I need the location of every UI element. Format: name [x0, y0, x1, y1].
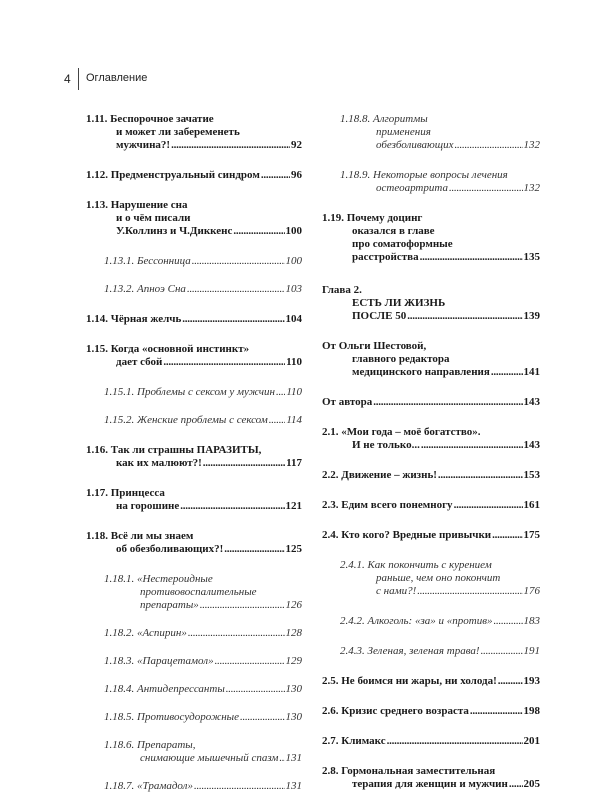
toc-subentry[interactable] [322, 615, 540, 628]
toc-entry-title-line: 1.18. Всё ли мы знаем [86, 530, 194, 542]
dot-leader [180, 500, 284, 513]
dot-leader [171, 139, 290, 152]
dot-leader [420, 251, 523, 264]
toc-entry-title-line: противовоспалительные [140, 586, 257, 598]
dot-leader [407, 310, 522, 323]
toc-page-number: 129 [285, 655, 302, 667]
toc-subentry[interactable] [86, 573, 302, 612]
toc-entry[interactable] [322, 705, 540, 718]
toc-entry-title-line: 1.16. Так ли страшны ПАРАЗИТЫ, [86, 444, 262, 456]
toc-entry-title-line: остеоартрита [376, 182, 448, 194]
dot-leader [421, 439, 523, 452]
toc-entry-title-line: От Ольги Шестовой, [322, 340, 427, 352]
dot-leader [509, 778, 523, 791]
toc-entry-title-line: как их малюют?! [116, 457, 202, 469]
toc-subentry[interactable] [86, 655, 302, 668]
toc-page-number: 193 [523, 675, 540, 687]
toc-entry[interactable] [322, 499, 540, 512]
toc-page-number: 132 [523, 182, 540, 194]
dot-leader [233, 225, 284, 238]
toc-page-number: 110 [286, 386, 302, 398]
toc-entry-title-line: с нами?! [376, 585, 417, 597]
toc-entry-title-line: снимающие мышечный спазм [140, 752, 279, 764]
toc-page-number: 131 [285, 780, 302, 792]
toc-page-number: 130 [285, 711, 302, 723]
toc-page-number: 198 [523, 705, 540, 717]
toc-subentry[interactable] [86, 255, 302, 268]
toc-page-number: 175 [523, 529, 540, 541]
dot-leader [387, 735, 523, 748]
toc-entry-title-line: 1.13.2. Апноэ Сна [104, 283, 186, 295]
toc-entry-title-line: 1.19. Почему доцинг [322, 212, 423, 224]
dot-leader [492, 529, 522, 542]
toc-page-number: 139 [523, 310, 540, 322]
dot-leader [470, 705, 523, 718]
dot-leader [498, 675, 523, 688]
toc-right-column [322, 98, 540, 791]
dot-leader [454, 139, 522, 152]
toc-entry-title-line: на горошине [116, 500, 180, 512]
toc-page-number: 205 [523, 778, 540, 790]
toc-entry-title-line: об обезболивающих?! [116, 543, 224, 555]
toc-page-number: 128 [285, 627, 302, 639]
dot-leader [417, 585, 522, 598]
toc-page-number: 130 [285, 683, 302, 695]
dot-leader [491, 366, 523, 379]
toc-entry[interactable] [322, 735, 540, 748]
toc-entry[interactable] [86, 487, 302, 513]
toc-entry-title-line: применения [376, 126, 431, 138]
toc-entry-title-line: 2.7. Климакс [322, 735, 386, 747]
dot-leader [449, 182, 523, 195]
toc-entry[interactable] [86, 199, 302, 238]
toc-entry-title-line: 1.13.1. Бессонница [104, 255, 191, 267]
toc-page-number: 114 [286, 414, 302, 426]
toc-page-number: 104 [285, 313, 302, 325]
toc-entry-title-line: И не только... [352, 439, 420, 451]
toc-entry[interactable] [86, 169, 302, 182]
toc-page-number: 96 [291, 169, 302, 181]
toc-entry-title-line: 1.15. Когда «основной инстинкт» [86, 343, 250, 355]
dot-leader [187, 283, 285, 296]
toc-subentry[interactable] [86, 780, 302, 793]
toc-page-number: 143 [523, 439, 540, 451]
dot-leader [200, 599, 285, 612]
toc-page-number: 183 [523, 615, 540, 627]
toc-entry-title-line: 1.14. Чёрная желчь [86, 313, 182, 325]
toc-entry-title-line: От автора [322, 396, 373, 408]
toc-entry-title-line: 1.17. Принцесса [86, 487, 165, 499]
toc-entry[interactable] [322, 529, 540, 542]
toc-entry-title-line: медицинского направления [352, 366, 490, 378]
toc-entry[interactable] [322, 340, 540, 379]
toc-subentry[interactable] [86, 739, 302, 765]
toc-entry-title-line: ЕСТЬ ЛИ ЖИЗНЬ [352, 297, 446, 309]
dot-leader [226, 683, 285, 696]
toc-entry-title-line: 1.15.1. Проблемы с сексом у мужчин [104, 386, 275, 398]
toc-entry-title-line: 2.4.3. Зеленая, зеленая трава! [340, 645, 480, 657]
toc-entry[interactable] [322, 212, 540, 264]
toc-entry-title-line: обезболивающих [376, 139, 454, 151]
dot-leader [182, 313, 284, 326]
dot-leader [240, 711, 285, 724]
dot-leader [494, 615, 523, 628]
toc-entry-title-line: 1.15.2. Женские проблемы с сексом [104, 414, 268, 426]
dot-leader [188, 627, 285, 640]
toc-entry[interactable] [322, 426, 540, 452]
toc-entry-title-line: 2.8. Гормональная заместительная [322, 765, 496, 777]
toc-page-number: 143 [523, 396, 540, 408]
toc-entry-title-line: 1.18.4. Антидепрессанты [104, 683, 225, 695]
section-title: Оглавление [86, 72, 148, 84]
toc-subentry[interactable] [322, 169, 540, 195]
toc-subentry[interactable] [86, 283, 302, 296]
toc-entry[interactable] [86, 343, 302, 369]
toc-entry-title-line: препараты» [140, 599, 199, 611]
toc-page-number: 92 [291, 139, 302, 151]
toc-entry-title-line: и может ли забеременеть [116, 126, 240, 138]
toc-entry-title-line: 2.4.1. Как покончить с курением [340, 559, 492, 571]
dot-leader [269, 414, 286, 427]
dot-leader [261, 169, 290, 182]
toc-entry-title-line: 1.18.8. Алгоритмы [340, 113, 428, 125]
toc-subentry[interactable] [322, 645, 540, 658]
toc-entry-title-line: 1.18.1. «Нестероидные [104, 573, 213, 585]
toc-subentry[interactable] [86, 711, 302, 724]
toc-entry-title-line: про соматоформные [352, 238, 453, 250]
toc-entry-title-line: 2.2. Движение – жизнь! [322, 469, 437, 481]
toc-entry-title-line: дает сбой [116, 356, 163, 368]
toc-page-number: 121 [285, 500, 302, 512]
toc-entry[interactable] [86, 113, 302, 152]
dot-leader [224, 543, 284, 556]
toc-entry-title-line: 2.5. Не боимся ни жары, ни холода! [322, 675, 497, 687]
toc-entry[interactable] [322, 765, 540, 791]
toc-page-number: 125 [285, 543, 302, 555]
toc-page-number: 131 [285, 752, 302, 764]
header-divider [78, 68, 79, 90]
toc-entry-title-line: ПОСЛЕ 50 [352, 310, 407, 322]
toc-page-number: 103 [285, 283, 302, 295]
dot-leader [454, 499, 523, 512]
toc-entry-title-line: 1.18.5. Противосудорожные [104, 711, 239, 723]
toc-subentry[interactable] [86, 414, 302, 427]
toc-entry-title-line: расстройства [352, 251, 419, 263]
toc-subentry[interactable] [322, 559, 540, 598]
toc-entry-title-line: 1.18.6. Препараты, [104, 739, 196, 751]
toc-page-number: 201 [523, 735, 540, 747]
toc-entry-title-line: 1.12. Предменструальный синдром [86, 169, 260, 181]
toc-entry-title-line: раньше, чем оно покончит [376, 572, 501, 584]
dot-leader [276, 386, 285, 399]
toc-page-number: 135 [523, 251, 540, 263]
toc-entry[interactable] [86, 444, 302, 470]
toc-entry-title-line: 1.18.2. «Аспирин» [104, 627, 187, 639]
toc-entry[interactable] [322, 675, 540, 688]
toc-entry[interactable] [322, 284, 540, 323]
dot-leader [194, 780, 285, 793]
toc-entry-title-line: 2.4.2. Алкоголь: «за» и «против» [340, 615, 493, 627]
toc-left-column [86, 98, 302, 793]
toc-entry-title-line: Глава 2. [322, 284, 362, 296]
toc-page-number: 110 [286, 356, 302, 368]
dot-leader [373, 396, 522, 409]
toc-entry-title-line: 1.18.9. Некоторые вопросы лечения [340, 169, 508, 181]
dot-leader [438, 469, 523, 482]
toc-entry[interactable] [322, 469, 540, 482]
toc-page-number: 141 [523, 366, 540, 378]
toc-entry-title-line: оказался в главе [352, 225, 435, 237]
toc-entry-title-line: и о чём писали [116, 212, 191, 224]
toc-entry-title-line: 2.6. Кризис среднего возраста [322, 705, 469, 717]
toc-entry-title-line: 1.13. Нарушение сна [86, 199, 188, 211]
toc-page-number: 132 [523, 139, 540, 151]
toc-entry[interactable] [322, 396, 540, 409]
dot-leader [279, 752, 284, 765]
dot-leader [481, 645, 523, 658]
toc-subentry[interactable] [322, 113, 540, 152]
dot-leader [203, 457, 285, 470]
toc-subentry[interactable] [86, 627, 302, 640]
toc-page-number: 100 [285, 255, 302, 267]
toc-entry-title-line: мужчина?! [116, 139, 171, 151]
page-number: 4 [64, 72, 71, 86]
dot-leader [163, 356, 285, 369]
toc-entry-title-line: 1.18.7. «Трамадол» [104, 780, 193, 792]
toc-page-number: 161 [523, 499, 540, 511]
toc-entry-title-line: 1.11. Беспорочное зачатие [86, 113, 214, 125]
dot-leader [215, 655, 285, 668]
toc-subentry[interactable] [86, 386, 302, 399]
dot-leader [192, 255, 285, 268]
toc-page-number: 126 [285, 599, 302, 611]
toc-entry[interactable] [86, 313, 302, 326]
toc-entry-title-line: главного редактора [352, 353, 450, 365]
toc-entry-title-line: 2.4. Кто кого? Вредные привычки [322, 529, 492, 541]
toc-entry[interactable] [86, 530, 302, 556]
toc-page-number: 100 [285, 225, 302, 237]
toc-entry-title-line: терапия для женщин и мужчин [352, 778, 508, 790]
toc-entry-title-line: 1.18.3. «Парацетамол» [104, 655, 214, 667]
toc-entry-title-line: 2.1. «Мои года – моё богатство». [322, 426, 481, 438]
toc-page-number: 191 [523, 645, 540, 657]
toc-subentry[interactable] [86, 683, 302, 696]
toc-page-number: 117 [286, 457, 302, 469]
toc-page-number: 176 [523, 585, 540, 597]
toc-entry-title-line: 2.3. Едим всего понемногу [322, 499, 453, 511]
toc-entry-title-line: У.Коллинз и Ч.Диккенс [116, 225, 233, 237]
toc-page-number: 153 [523, 469, 540, 481]
